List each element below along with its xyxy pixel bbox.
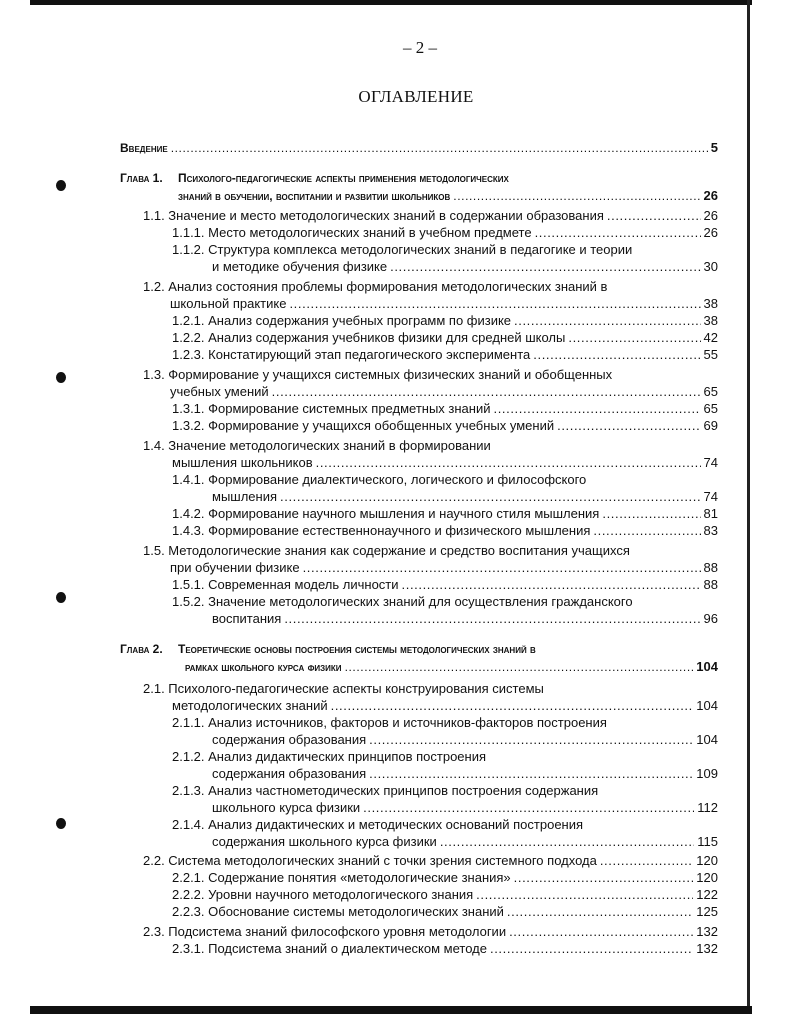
- toc-entry-page: 88: [703, 560, 718, 575]
- toc-entry-title: мышления школьников: [172, 455, 313, 470]
- toc-subsection-cont[interactable]: [212, 765, 718, 782]
- toc-subsection[interactable]: [172, 522, 718, 539]
- toc-entry-title: методологических знаний: [172, 698, 328, 713]
- toc-leader-dots: [171, 140, 708, 157]
- toc-entry-title: 1.4.1. Формирование диалектического, логического и философского: [172, 472, 587, 487]
- toc-entry-page: 74: [703, 455, 718, 470]
- toc-entry-title: 1.5. Методологические знания как содержание и средство воспитания учащихся: [143, 543, 630, 558]
- toc-leader-dots: [284, 610, 700, 627]
- toc-entry-introduction[interactable]: [120, 139, 718, 157]
- toc-leader-dots: [568, 329, 700, 346]
- toc-leader-dots: [493, 400, 700, 417]
- toc-entry-page: 74: [703, 489, 718, 504]
- toc-entry-page: 104: [696, 698, 718, 713]
- toc-chapter-heading[interactable]: [120, 641, 718, 658]
- toc-entry-title: знаний в обучении, воспитании и развитии школьников: [178, 189, 451, 203]
- toc-section-cont[interactable]: [170, 383, 718, 400]
- toc-entry-title: 1.4. Значение методологических знаний в формировании: [143, 438, 491, 453]
- toc-subsection[interactable]: [172, 312, 718, 329]
- toc-entry-title: 2.3.1. Подсистема знаний о диалектическом методе: [172, 941, 487, 956]
- toc-section[interactable]: [143, 923, 718, 940]
- toc-leader-dots: [557, 417, 700, 434]
- toc-section[interactable]: [143, 852, 718, 869]
- toc-leader-dots: [600, 852, 693, 869]
- toc-entry-title: 1.5.2. Значение методологических знаний для осуществления гражданского: [172, 594, 633, 609]
- toc-entry-page: 115: [697, 834, 718, 849]
- toc-subsection[interactable]: [172, 886, 718, 903]
- toc-leader-dots: [509, 923, 693, 940]
- toc-entry-title: Теоретические основы построения системы методологических знаний в: [178, 642, 536, 656]
- toc-entry-page: 26: [703, 188, 718, 203]
- toc-chapter-number: Глава 2.: [120, 642, 163, 656]
- toc-entry-title: 1.2. Анализ состояния проблемы формирования методологических знаний в: [143, 279, 608, 294]
- toc-entry-title: 2.2.3. Обоснование системы методологических знаний: [172, 904, 504, 919]
- toc-entry-title: 1.1. Значение и место методологических знаний в содержании образования: [143, 208, 604, 223]
- toc-entry-title: учебных умений: [170, 384, 269, 399]
- toc-entry-title: школьной практике: [170, 296, 287, 311]
- toc-subsection[interactable]: [172, 471, 718, 488]
- toc-subsection[interactable]: [172, 400, 718, 417]
- toc-section-cont[interactable]: [170, 295, 718, 312]
- toc-entry-page: 69: [703, 418, 718, 433]
- toc-entry-title: при обучении физике: [170, 560, 300, 575]
- toc-entry-title: 2.2.1. Содержание понятия «методологические знания»: [172, 870, 511, 885]
- toc-subsection[interactable]: [172, 241, 718, 258]
- toc-entry-page: 65: [703, 401, 718, 416]
- toc-entry-page: 132: [696, 941, 718, 956]
- punch-hole-mark: [56, 372, 66, 383]
- toc-entry-title: Психолого-педагогические аспекты применения методологических: [178, 171, 509, 185]
- toc-entry-title: содержания образования: [212, 732, 367, 747]
- toc-subsection[interactable]: [172, 782, 718, 799]
- toc-leader-dots: [535, 224, 701, 241]
- toc-leader-dots: [507, 903, 693, 920]
- toc-leader-dots: [363, 799, 694, 816]
- toc-chapter-heading-cont[interactable]: [185, 658, 718, 676]
- toc-entry-title: 2.1.4. Анализ дидактических и методических оснований построения: [172, 817, 584, 832]
- toc-entry-title: 2.1.2. Анализ дидактических принципов построения: [172, 749, 487, 764]
- toc-entry-title: мышления: [212, 489, 278, 504]
- toc-entry-title: 2.2.2. Уровни научного методологического знания: [172, 887, 474, 902]
- toc-entry-title: 1.5.1. Современная модель личности: [172, 577, 399, 592]
- toc-subsection[interactable]: [172, 576, 718, 593]
- toc-chapter-heading-cont[interactable]: [178, 187, 718, 205]
- toc-subsection[interactable]: [172, 940, 718, 957]
- toc-entry-page: 38: [703, 313, 718, 328]
- page-top-border: [30, 0, 752, 5]
- toc-entry-page: 122: [696, 887, 718, 902]
- toc-subsection[interactable]: [172, 816, 718, 833]
- toc-section[interactable]: [143, 278, 718, 295]
- toc-section[interactable]: [143, 366, 718, 383]
- toc-chapter-heading[interactable]: [120, 170, 718, 187]
- toc-entry-page: 55: [703, 347, 718, 362]
- toc-subsection[interactable]: [172, 224, 718, 241]
- toc-entry-page: 88: [703, 577, 718, 592]
- toc-entry-page: 104: [696, 659, 718, 674]
- toc-leader-dots: [316, 454, 701, 471]
- toc-entry-title: 1.3. Формирование у учащихся системных физических знаний и обобщенных: [143, 367, 613, 382]
- toc-entry-title: 2.3. Подсистема знаний философского уровня методологии: [143, 924, 507, 939]
- toc-entry-title: 2.1. Психолого-педагогические аспекты конструирования системы: [143, 681, 544, 696]
- toc-entry-title: 1.2.3. Констатирующий этап педагогического эксперимента: [172, 347, 531, 362]
- toc-entry-title: школьного курса физики: [212, 800, 361, 815]
- toc-entry-page: 42: [703, 330, 718, 345]
- toc-entry-page: 30: [703, 259, 718, 274]
- toc-entry-title: 1.2.1. Анализ содержания учебных программ по физике: [172, 313, 512, 328]
- toc-leader-dots: [490, 940, 693, 957]
- toc-leader-dots: [345, 659, 694, 676]
- toc-subsection[interactable]: [172, 748, 718, 765]
- toc-section-cont[interactable]: [172, 454, 718, 471]
- toc-section-cont[interactable]: [172, 697, 718, 714]
- toc-section[interactable]: [143, 542, 718, 559]
- toc-leader-dots: [289, 295, 700, 312]
- toc-entry-page: 120: [696, 870, 718, 885]
- toc-subsection-cont[interactable]: [212, 799, 718, 816]
- toc-subsection-cont[interactable]: [212, 258, 718, 275]
- toc-entry-title: 1.4.2. Формирование научного мышления и научного стиля мышления: [172, 506, 600, 521]
- toc-leader-dots: [303, 559, 701, 576]
- toc-section[interactable]: [143, 680, 718, 697]
- toc-entry-page: 132: [696, 924, 718, 939]
- toc-leader-dots: [402, 576, 701, 593]
- toc-leader-dots: [369, 731, 693, 748]
- toc-entry-title: содержания школьного курса физики: [212, 834, 437, 849]
- punch-hole-mark: [56, 592, 66, 603]
- toc-subsection-cont[interactable]: [212, 833, 718, 850]
- toc-entry-page: 5: [710, 140, 718, 155]
- toc-entry-page: 38: [703, 296, 718, 311]
- toc-entry-page: 83: [703, 523, 718, 538]
- toc-section[interactable]: [143, 207, 718, 224]
- page-number: – 2 –: [403, 38, 437, 57]
- toc-leader-dots: [602, 505, 700, 522]
- toc-entry-title: рамках школьного курса физики: [185, 660, 342, 674]
- toc-leader-dots: [607, 207, 701, 224]
- toc-subsection-cont[interactable]: [212, 610, 718, 627]
- toc-subsection[interactable]: [172, 505, 718, 522]
- toc-subsection[interactable]: [172, 869, 718, 886]
- toc-entry-title: 2.2. Система методологических знаний с точки зрения системного подхода: [143, 853, 597, 868]
- toc-leader-dots: [440, 833, 694, 850]
- toc-entry-title: и методике обучения физике: [212, 259, 388, 274]
- toc-chapter-number: Глава 1.: [120, 171, 163, 185]
- toc-entry-page: 112: [697, 800, 718, 815]
- toc-entry-title: 1.4.3. Формирование естественнонаучного и физического мышления: [172, 523, 591, 538]
- toc-leader-dots: [390, 258, 700, 275]
- toc-section[interactable]: [143, 437, 718, 454]
- toc-entry-page: 81: [703, 506, 718, 521]
- toc-subsection-cont[interactable]: [212, 488, 718, 505]
- toc-entry-title: содержания образования: [212, 766, 367, 781]
- toc-leader-dots: [453, 188, 700, 205]
- page-title: ОГЛАВЛЕНИЕ: [358, 87, 474, 106]
- punch-hole-mark: [56, 180, 66, 191]
- toc-subsection[interactable]: [172, 903, 718, 920]
- toc-entry-page: 104: [696, 732, 718, 747]
- toc-entry-page: 96: [703, 611, 718, 626]
- page-bottom-border: [30, 1006, 752, 1014]
- toc-entry-title: 2.1.1. Анализ источников, факторов и источников-факторов построения: [172, 715, 607, 730]
- toc-entry-page: 125: [696, 904, 718, 919]
- toc-subsection[interactable]: [172, 593, 718, 610]
- punch-hole-mark: [56, 818, 66, 829]
- toc-leader-dots: [331, 697, 694, 714]
- toc-leader-dots: [593, 522, 700, 539]
- page-right-border: [747, 0, 750, 1010]
- toc-entry-title: 1.1.2. Структура комплекса методологических знаний в педагогике и теории: [172, 242, 633, 257]
- toc-section-cont[interactable]: [170, 559, 718, 576]
- toc-leader-dots: [280, 488, 701, 505]
- toc-leader-dots: [514, 869, 694, 886]
- toc-leader-dots: [514, 312, 700, 329]
- toc-leader-dots: [476, 886, 693, 903]
- toc-entry-title: 2.1.3. Анализ частнометодических принципов построения содержания: [172, 783, 599, 798]
- toc-subsection[interactable]: [172, 346, 718, 363]
- toc-leader-dots: [272, 383, 701, 400]
- toc-leader-dots: [369, 765, 693, 782]
- toc-entry-title: Введение: [120, 141, 168, 155]
- toc-entry-title: 1.3.1. Формирование системных предметных знаний: [172, 401, 491, 416]
- toc-entry-page: 26: [703, 225, 718, 240]
- toc-entry-page: 65: [703, 384, 718, 399]
- toc-entry-page: 26: [703, 208, 718, 223]
- toc-subsection[interactable]: [172, 329, 718, 346]
- toc-entry-title: 1.1.1. Место методологических знаний в учебном предмете: [172, 225, 532, 240]
- toc-subsection[interactable]: [172, 714, 718, 731]
- toc-entry-page: 109: [696, 766, 718, 781]
- toc-leader-dots: [533, 346, 700, 363]
- toc-subsection-cont[interactable]: [212, 731, 718, 748]
- toc-entry-title: 1.3.2. Формирование у учащихся обобщенных учебных умений: [172, 418, 555, 433]
- toc-entry-page: 120: [696, 853, 718, 868]
- toc-subsection[interactable]: [172, 417, 718, 434]
- toc-entry-title: 1.2.2. Анализ содержания учебников физики для средней школы: [172, 330, 566, 345]
- toc-entry-title: воспитания: [212, 611, 282, 626]
